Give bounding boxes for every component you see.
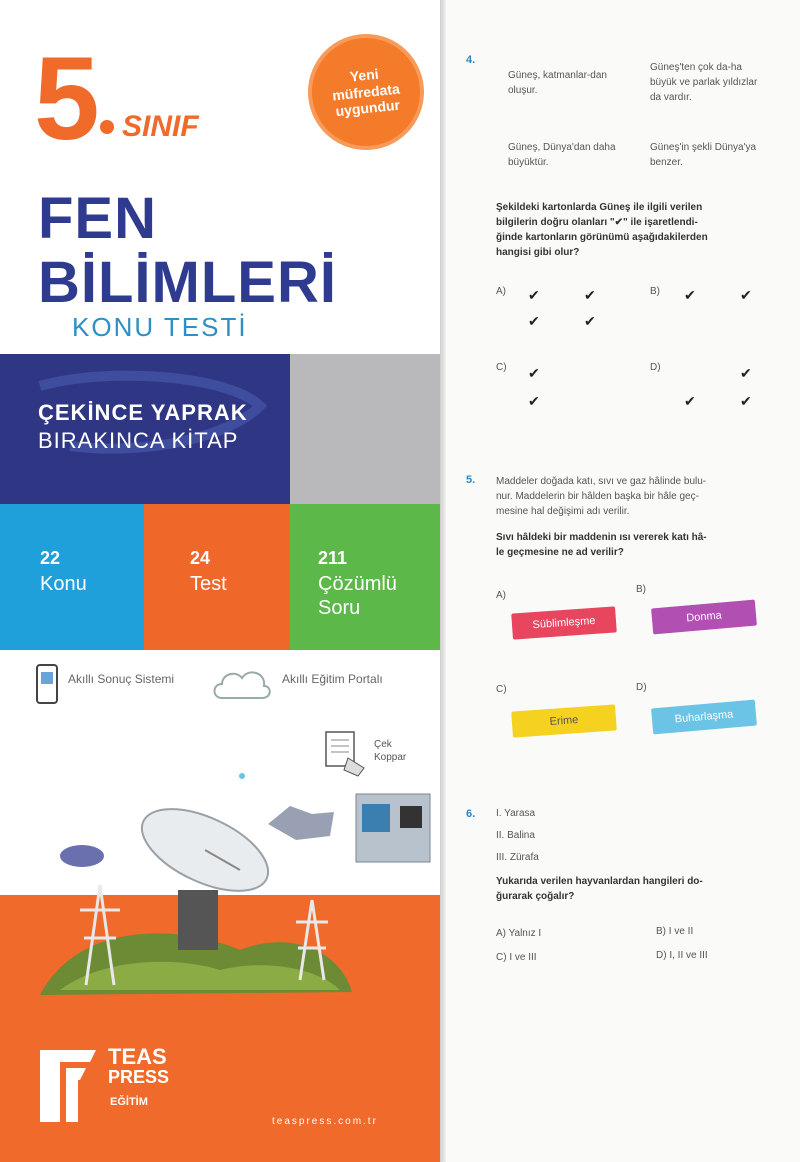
tear-label-line1: Çek bbox=[374, 739, 392, 750]
q6-option-b[interactable]: B) I ve II bbox=[656, 926, 694, 937]
q4-card-1: Güneş, katmanlar-dan oluşur. bbox=[508, 70, 607, 96]
cloud-icon bbox=[210, 666, 272, 702]
q6-stem bbox=[496, 874, 796, 904]
q4-a-check-4: ✔ bbox=[584, 313, 596, 329]
q4-option-d[interactable]: D) bbox=[650, 362, 661, 373]
q5-stem-line1: Sıvı hâldeki bir maddenin ısı vererek katı hâ- bbox=[496, 532, 707, 543]
question-6-number: 6. bbox=[466, 808, 476, 820]
q5-stem bbox=[496, 530, 796, 560]
grade-label: SINIF bbox=[122, 110, 199, 143]
publisher-name-line3: EĞİTİM bbox=[110, 1096, 148, 1108]
sample-page bbox=[446, 0, 800, 1162]
q4-b-check-1: ✔ bbox=[684, 287, 696, 303]
grade-number: 5 bbox=[34, 33, 96, 165]
tear-label-line2: Koppar bbox=[374, 752, 407, 763]
stat-questions-label1: Çözümlü bbox=[318, 573, 397, 595]
q4-card-3: Güneş, Dünya'dan daha büyüktür. bbox=[508, 142, 616, 168]
q4-card-4: Güneş'in şekli Dünya'ya benzer. bbox=[650, 142, 757, 168]
stat-topics-label: Konu bbox=[40, 573, 87, 595]
q4-a-check-1: ✔ bbox=[528, 287, 540, 303]
q4-d-check-3: ✔ bbox=[740, 393, 752, 409]
q4-option-c[interactable]: C) bbox=[496, 362, 507, 373]
curriculum-badge: Yeni müfredata uygundur bbox=[307, 33, 426, 152]
q4-stem-line2: bilgilerin doğru olanları "✔" ile işaretlendi- bbox=[496, 217, 698, 228]
feature-smart-portal: Akıllı Eğitim Portalı bbox=[282, 672, 383, 686]
q4-stem bbox=[496, 200, 796, 260]
publisher-name-line1: TEAS bbox=[108, 1044, 167, 1069]
gray-block bbox=[290, 354, 440, 504]
book-title-line1: FEN bbox=[38, 186, 157, 251]
q4-c-check-2: ✔ bbox=[528, 393, 540, 409]
q4-stem-line4: hangisi gibi olur? bbox=[496, 247, 580, 258]
q6-item-3: III. Zürafa bbox=[496, 852, 539, 863]
q4-stem-line1: Şekildeki kartonlarda Güneş ile ilgili verilen bbox=[496, 202, 703, 213]
satellite-dish-scene bbox=[0, 770, 440, 1030]
q6-item-2: II. Balina bbox=[496, 830, 535, 841]
phone-icon bbox=[36, 664, 58, 704]
q6-stem-line2: ğurarak çoğalır? bbox=[496, 891, 575, 902]
publisher-logo-icon bbox=[38, 1048, 98, 1124]
q6-stem-line1: Yukarıda verilen hayvanlardan hangileri do- bbox=[496, 876, 703, 887]
q5-text-line1: Maddeler doğada katı, sıvı ve gaz hâlinde bulu- bbox=[496, 476, 707, 487]
question-4-number: 4. bbox=[466, 54, 476, 66]
question-5-number: 5. bbox=[466, 474, 476, 486]
q6-option-d[interactable]: D) I, II ve III bbox=[656, 950, 708, 961]
q6-option-c[interactable]: C) I ve III bbox=[496, 952, 537, 963]
q5-option-d-letter[interactable]: D) bbox=[636, 682, 647, 693]
stat-topics-number: 22 bbox=[40, 548, 61, 568]
q5-text bbox=[496, 474, 796, 519]
feature-smart-result: Akıllı Sonuç Sistemi bbox=[68, 672, 175, 686]
slogan-line1: ÇEKİNCE YAPRAK bbox=[38, 400, 248, 425]
q5-text-line2: nur. Maddelerin bir hâlden başka bir hâle geç- bbox=[496, 491, 699, 502]
q4-option-a[interactable]: A) bbox=[496, 286, 506, 297]
q5-text-line3: mesine hal değişimi adı verilir. bbox=[496, 506, 630, 517]
q4-c-check-1: ✔ bbox=[528, 365, 540, 381]
q5-option-a-label[interactable]: Süblimleşme bbox=[511, 606, 617, 639]
q4-a-check-2: ✔ bbox=[584, 287, 596, 303]
slogan-line2: BIRAKINCA KİTAP bbox=[38, 428, 239, 453]
stat-questions-label2: Soru bbox=[318, 597, 361, 619]
q4-d-check-1: ✔ bbox=[740, 365, 752, 381]
grade-dot bbox=[100, 120, 114, 134]
q5-option-a-letter[interactable]: A) bbox=[496, 590, 506, 601]
tear-label bbox=[374, 738, 406, 764]
publisher-website: teaspress.com.tr bbox=[272, 1116, 378, 1127]
q6-option-a[interactable]: A) Yalnız I bbox=[496, 928, 542, 939]
stat-questions-number: 211 bbox=[318, 548, 348, 568]
publisher-name-line2: PRESS bbox=[108, 1067, 170, 1087]
q4-b-check-2: ✔ bbox=[740, 287, 752, 303]
q5-option-b-letter[interactable]: B) bbox=[636, 584, 646, 595]
q4-d-check-2: ✔ bbox=[684, 393, 696, 409]
q5-option-b-label[interactable]: Donma bbox=[651, 600, 757, 635]
q4-stem-line3: ğinde kartonların görünümü aşağıdakilerden bbox=[496, 232, 708, 243]
q5-option-c-letter[interactable]: C) bbox=[496, 684, 507, 695]
q6-item-1: I. Yarasa bbox=[496, 808, 536, 819]
q4-option-b[interactable]: B) bbox=[650, 286, 660, 297]
q4-a-check-3: ✔ bbox=[528, 313, 540, 329]
book-title-line2: BİLİMLERİ bbox=[38, 250, 337, 315]
stat-tests-label: Test bbox=[190, 573, 227, 595]
q4-card-2: Güneş'ten çok da-ha büyük ve parlak yıldızlar da vardır. bbox=[650, 62, 758, 103]
stat-tests-number: 24 bbox=[190, 548, 211, 568]
q5-option-c-label[interactable]: Erime bbox=[511, 704, 617, 737]
book-subtitle: KONU TESTİ bbox=[72, 312, 248, 342]
q5-option-d-label[interactable]: Buharlaşma bbox=[651, 700, 757, 735]
q5-stem-line2: le geçmesine ne ad verilir? bbox=[496, 547, 624, 558]
